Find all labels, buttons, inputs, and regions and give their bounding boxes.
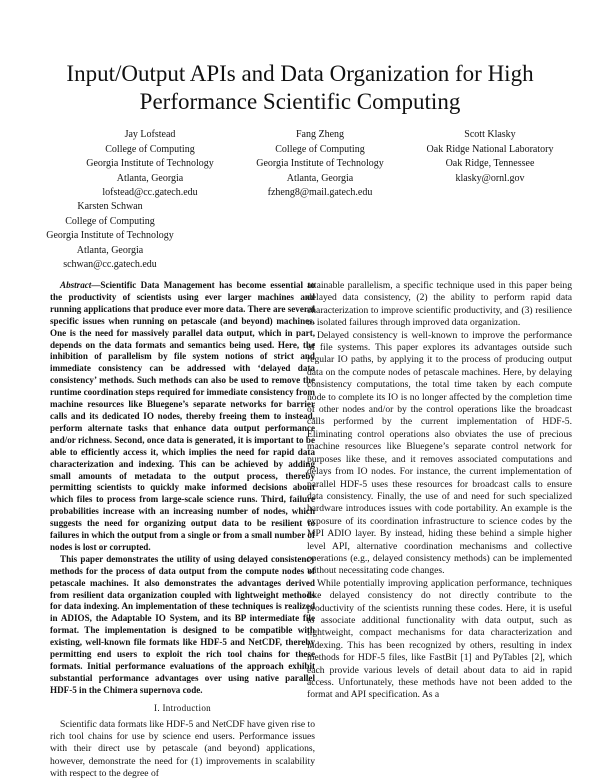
author-name: Scott Klasky <box>464 129 516 140</box>
abstract-paragraph: This paper demonstrates the utility of using delayed consistency methods for the process of data output from the compute nodes of petascale machines. It also demonstrates the advantages derived from resilient data organization coupled with lightweight methods for data indexing. An implementation of these techniques is realized in ADIOS, the Adaptable IO System, and its BP intermediate file format. The implementation is designed to be compatible with existing, well-known file formats like HDF-5 and NetCDF, thereby permitting end users to exploit the rich tool chains for these formats. Initial performance evaluations of the approach exhibit substantial performance advantages over using native parallel HDF-5 in the Chimera supernova code. <box>50 553 315 695</box>
author-email: fzheng8@mail.gatech.edu <box>267 187 373 198</box>
author-dept: College of Computing <box>275 143 365 155</box>
body-paragraph: Delayed consistency is well-known to improve the performance of file systems. This paper explores its advantages outside such regular IO paths, by applying it to the process of producing output data on the compute nodes of petascale machines. Here, by delaying consistency computations, the total time taken by each compute node to complete its IO is no longer affected by the completion time of other nodes and/or by the control operations like the broadcast calls performed by the current implementation of HDF-5. Eliminating control operations also obviates the use of precious machine resources like Bluegene’s separate control network for purposes like these, and it removes associated computations and delays from IO nodes. For instance, the current implementation of parallel HDF-5 uses these resources for broadcast calls to ensure data consistency. Finally, the use of and need for such specialized hardware introduces issues with code portability. An example is the exposure of its coordination infrastructure to science codes by the MPI ADIO layer. By instead, hiding these behind a simple higher level API, alternative coordination mechanisms and collective operations (e.g., delayed consistency methods) can be implemented without necessitating code changes. <box>307 329 572 577</box>
author-city: Atlanta, Georgia <box>286 172 354 184</box>
author-city: Atlanta, Georgia <box>116 172 184 184</box>
body-paragraph: Scientific data formats like HDF-5 and NetCDF have given rise to rich tool chains for use by science end users. Performance issues with their direct use by petascale (and beyond) applications, however, demonstrate the need for (1) improvements in scalability with respect to the degree of <box>50 718 315 780</box>
left-column <box>50 280 315 780</box>
author-block <box>240 128 400 201</box>
author-email: klasky@ornl.gov <box>455 172 525 184</box>
author-email: lofstead@cc.gatech.edu <box>102 187 198 198</box>
section-heading: I. Introduction <box>153 702 212 713</box>
author-dept: College of Computing <box>65 215 155 227</box>
author-block <box>70 128 230 201</box>
author-email: schwan@cc.gatech.edu <box>63 259 157 270</box>
author-name: Jay Lofstead <box>124 129 176 140</box>
author-name: Karsten Schwan <box>77 201 143 212</box>
author-org: Georgia Institute of Technology <box>46 230 174 241</box>
author-org: Georgia Institute of Technology <box>86 158 214 169</box>
author-name: Fang Zheng <box>295 129 345 140</box>
right-column <box>307 280 572 770</box>
paper-title: Input/Output APIs and Data Organization for High Performance Scientific Computing <box>66 61 534 114</box>
abstract-label: Abstract <box>60 280 92 290</box>
author-dept: College of Computing <box>105 143 195 155</box>
author-org: Oak Ridge National Laboratory <box>426 143 554 155</box>
abstract-paragraph <box>50 280 315 554</box>
abstract-text: —Scientific Data Management has become essential to the productivity of scientists using ever larger machines and running applications that produce ever more data. There are several specific issues when running on petascale (and beyond) machines. One is the need for massively parallel data output, which in part, depends on the data formats and semantics being used. Here, the inhibition of parallelism by file system notions of strict and immediate consistency can be addressed with ‘delayed data consistency’ methods. Such methods can also be used to remove the runtime coordination steps required for immediate consistency from machine resources like Bluegene’s separate networks for barrier calls and its dedicated IO nodes, thereby freeing them to instead, perform alternate tasks that enhance data output performance and/or richness. Second, once data is generated, it is important to be able to efficiently access it, which implies the need for rapid data characterization and indexing. This can be achieved by adding small amounts of metadata to the output process, thereby permitting scientists to quickly make informed decisions about which files to process from large-scale science runs. Third, failure probabilities increase with an increasing number of nodes, which suggests the need for organizing output data to be resilient to failures in which the output from a single or from a small number of nodes is lost or corrupted. <box>50 280 315 552</box>
author-block <box>30 200 190 273</box>
author-org: Georgia Institute of Technology <box>256 158 384 169</box>
author-city: Oak Ridge, Tennessee <box>445 158 535 169</box>
author-city: Atlanta, Georgia <box>76 244 144 256</box>
author-block <box>410 128 570 186</box>
body-paragraph: While potentially improving application performance, techniques like delayed consistency do not directly contribute to the productivity of the scientists running these codes. Here, it is useful to associate additional functionality with data output, such as lightweight, compact mechanisms for data characterization and indexing. This has been recognized by others, resulting in index methods for HDF-5 files, like FastBit [1] and PyTables [2], which each provide various levels of detail about data to aid in rapid access. Unfortunately, these methods have not been added to the format and API specification. As a <box>307 577 572 701</box>
body-paragraph: attainable parallelism, a specific technique used in this paper being delayed data consistency, (2) the ability to perform rapid data characterization to improve scientific productivity, and (3) resilience to isolated failures through improved data organization. <box>307 280 572 329</box>
